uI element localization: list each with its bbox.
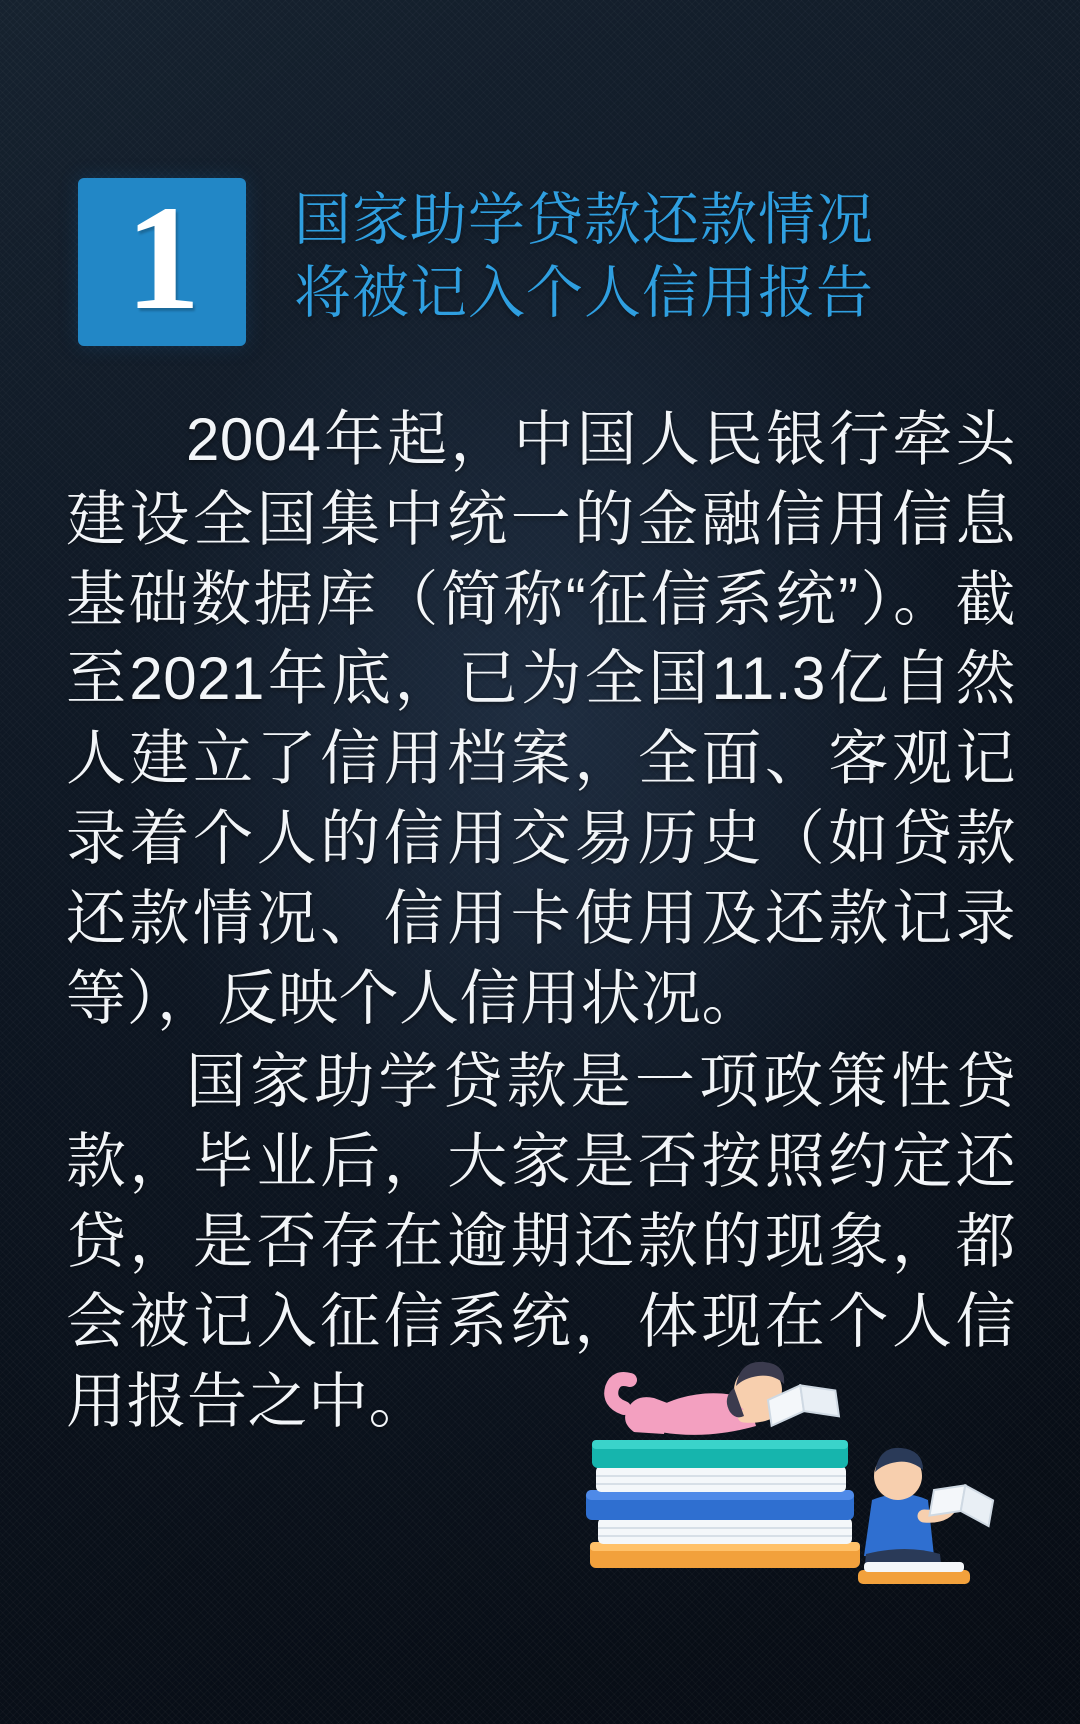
- section-number-badge: [78, 175, 246, 346]
- body-copy: [66, 400, 1016, 1445]
- section-number: 1: [125, 175, 199, 341]
- page-title: [294, 184, 874, 330]
- header: [78, 175, 1008, 346]
- paragraph-2: 国家助学贷款是一项政策性贷款，毕业后，大家是否按照约定还贷，是否存在逾期还款的现象，都会被记入征信系统，体现在个人信用报告之中。: [66, 1048, 1016, 1435]
- students-reading-on-books-illustration: [572, 1304, 1002, 1604]
- page-title-line-2: 将被记入个人信用报告: [294, 260, 874, 325]
- page-title-line-1: 国家助学贷款还款情况: [294, 188, 874, 252]
- paragraph-1: 2004年起，中国人民银行牵头建设全国集中统一的金融信用信息基础数据库（简称“征信系统”）。截至2021年底，已为全国11.3亿自然人建立了信用档案，全面、客观记录着个人的信用交易历史（如贷款还款情况、信用卡使用及还款记录等），反映个人信用状况。: [66, 406, 1016, 1032]
